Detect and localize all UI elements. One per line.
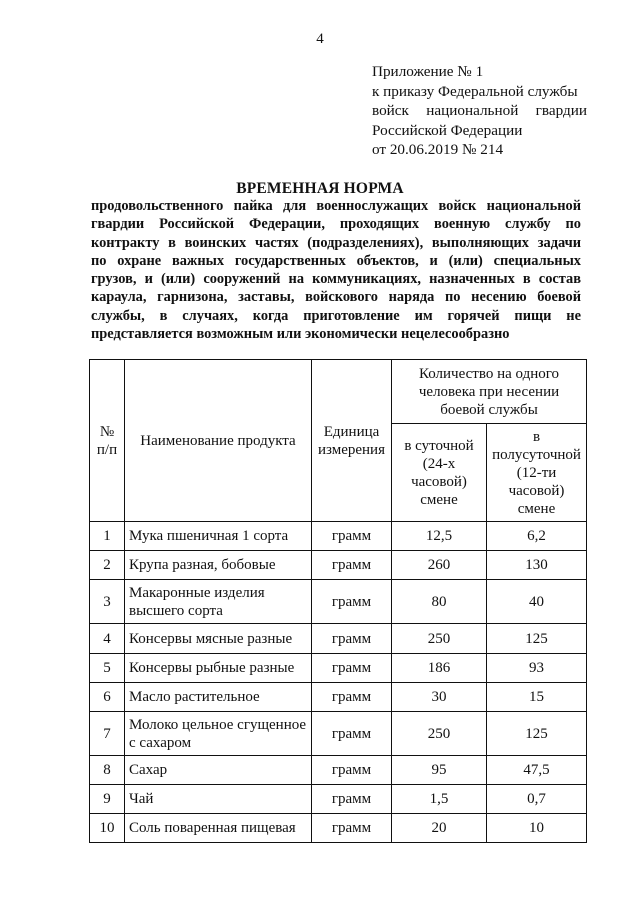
row-daily-value: 20 (392, 814, 487, 843)
row-half-value: 130 (487, 551, 587, 580)
subtitle-line: грузов, и (или) сооружений на коммуникациях, назначенных в состав (91, 271, 581, 288)
table-row (90, 756, 587, 785)
row-num: 10 (90, 814, 125, 843)
table-row (90, 683, 587, 712)
row-unit: грамм (312, 712, 392, 756)
header-half-line: смене (517, 500, 556, 517)
row-unit: грамм (312, 814, 392, 843)
header-unit (312, 360, 392, 522)
annex-block (372, 62, 587, 160)
row-num: 1 (90, 522, 125, 551)
header-daily-line: часовой) (411, 473, 467, 490)
row-daily-value: 250 (392, 624, 487, 654)
row-daily-value: 95 (392, 756, 487, 785)
annex-line-3: войск национальной гвардии (372, 102, 587, 119)
row-daily-value: 186 (392, 654, 487, 683)
header-half-line: полусуточной (492, 446, 581, 463)
row-unit: грамм (312, 624, 392, 654)
annex-line-5: от 20.06.2019 № 214 (372, 141, 504, 158)
row-product-name: Чай (125, 785, 312, 814)
row-num: 5 (90, 654, 125, 683)
header-daily-line: в суточной (404, 437, 474, 454)
subtitle-line: продовольственного пайка для военнослужащих войск национальной (91, 198, 581, 214)
row-product-name-line: Макаронные изделия (129, 584, 265, 601)
row-daily-value: 80 (392, 580, 487, 624)
table-row (90, 712, 587, 756)
row-num: 6 (90, 683, 125, 712)
table-row (90, 654, 587, 683)
row-half-value: 40 (487, 580, 587, 624)
header-quantity-line: Количество на одного (418, 365, 560, 382)
row-half-value: 0,7 (487, 785, 587, 814)
table-row (90, 814, 587, 843)
row-half-value: 15 (487, 683, 587, 712)
header-unit-line: измерения (317, 441, 385, 458)
subtitle-line: службы, в случаях, когда приготовление им горячей пищи не (91, 307, 581, 324)
row-product-name-line: Молоко цельное сгущенное (129, 716, 307, 733)
row-product-name: Соль поваренная пищевая (125, 814, 312, 843)
annex-line-4: Российской Федерации (372, 121, 523, 139)
row-product-name: Сахар (125, 756, 312, 785)
subtitle-line: гвардии Российской Федерации, проходящих военную службу по (91, 216, 581, 233)
row-product-name (125, 580, 312, 624)
row-unit: грамм (312, 654, 392, 683)
row-num: 4 (90, 624, 125, 654)
row-half-value: 10 (487, 814, 587, 843)
header-quantity-line: человека при несении (418, 383, 560, 400)
header-unit-line: Единица (323, 423, 380, 440)
header-num-line: п/п (96, 441, 118, 458)
row-unit: грамм (312, 580, 392, 624)
row-product-name: Консервы рыбные разные (125, 654, 312, 683)
header-quantity-line: боевой службы (440, 401, 538, 418)
header-num (90, 360, 125, 522)
subtitle-line: представляется возможным или экономически нецелесообразно (91, 326, 510, 343)
row-product-name (125, 712, 312, 756)
table-row (90, 522, 587, 551)
subtitle-line: контракту в воинских частях (подразделениях), выполняющих задачи (91, 234, 581, 251)
row-unit: грамм (312, 756, 392, 785)
row-product-name-line: высшего сорта (129, 602, 223, 619)
row-product-name: Мука пшеничная 1 сорта (125, 522, 312, 551)
row-num: 9 (90, 785, 125, 814)
header-daily-line: смене (420, 491, 458, 508)
table-row (90, 580, 587, 624)
table-row (90, 551, 587, 580)
row-product-name: Масло растительное (125, 683, 312, 712)
row-unit: грамм (312, 683, 392, 712)
document-title: ВРЕМЕННАЯ НОРМА (236, 180, 404, 197)
document-subtitle (91, 197, 581, 343)
row-daily-value: 250 (392, 712, 487, 756)
subtitle-line: по охране важных государственных объектов, и (или) специальных (91, 252, 581, 269)
row-unit: грамм (312, 785, 392, 814)
row-half-value: 6,2 (487, 522, 587, 551)
row-daily-value: 260 (392, 551, 487, 580)
row-half-value: 47,5 (487, 756, 587, 785)
header-num-line: № (99, 423, 115, 440)
row-daily-value: 1,5 (392, 785, 487, 814)
row-num: 2 (90, 551, 125, 580)
row-daily-value: 30 (392, 683, 487, 712)
ration-norm-table (89, 359, 587, 843)
subtitle-line: караула, гарнизона, заставы, войскового наряда по несению боевой (91, 289, 581, 306)
row-half-value: 125 (487, 712, 587, 756)
page-number: 4 (316, 31, 324, 47)
header-half-line: (12-ти (516, 464, 557, 481)
row-unit: грамм (312, 522, 392, 551)
row-num: 7 (90, 712, 125, 756)
header-daily-line: (24-х (422, 455, 456, 472)
annex-line-2: к приказу Федеральной службы (372, 82, 578, 100)
header-half-day-shift (487, 424, 587, 522)
table-row (90, 785, 587, 814)
row-num: 3 (90, 580, 125, 624)
row-num: 8 (90, 756, 125, 785)
row-product-name: Консервы мясные разные (125, 624, 312, 654)
row-daily-value: 12,5 (392, 522, 487, 551)
row-unit: грамм (312, 551, 392, 580)
row-half-value: 125 (487, 624, 587, 654)
header-product-name: Наименование продукта (125, 360, 312, 522)
annex-line-1: Приложение № 1 (372, 63, 484, 80)
header-quantity-group (392, 360, 587, 424)
table-row (90, 624, 587, 654)
row-product-name-line: с сахаром (129, 734, 192, 751)
header-half-line: часовой) (508, 482, 565, 499)
row-half-value: 93 (487, 654, 587, 683)
header-daily-shift (392, 424, 487, 522)
row-product-name: Крупа разная, бобовые (125, 551, 312, 580)
header-half-line: в (532, 428, 541, 445)
